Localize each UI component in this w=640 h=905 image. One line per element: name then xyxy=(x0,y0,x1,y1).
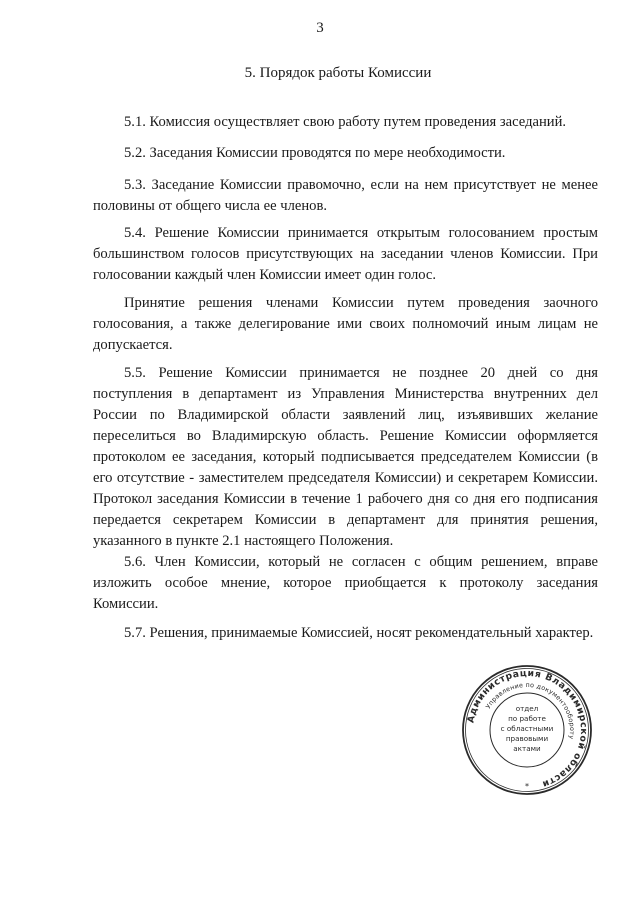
paragraph-5-2: 5.2. Заседания Комиссии проводятся по мере необходимости. xyxy=(124,145,506,161)
stamp-center-text xyxy=(501,704,554,753)
section-title: 5. Порядок работы Комиссии xyxy=(244,65,432,81)
stamp-line: актами xyxy=(513,744,541,753)
stamp-line: правовыми xyxy=(505,734,549,743)
paragraph-5-7: 5.7. Решения, принимаемые Комиссией, носят рекомендательный характер. xyxy=(124,625,594,641)
paragraph-5-1: 5.1. Комиссия осуществляет свою работу путем проведения заседаний. xyxy=(124,114,567,130)
stamp-inner-text: Управление по документообороту xyxy=(484,680,577,740)
page-number: 3 xyxy=(316,20,324,36)
stamp-outer-text: Администрация Владимирской области xyxy=(465,667,590,790)
paragraph-5-6: 5.6. Член Комиссии, который не согласен с общим решением, вправе изложить особое мнение, которое приобщается к протоколу заседания Комиссии. xyxy=(93,554,598,612)
paragraph-5-5: 5.5. Решение Комиссии принимается не позднее 20 дней со дня поступления в департамент из Управления Министерства внутренних дел России по Владимирской области заявлений лиц, изъявивших желание переселиться во Владимирскую область. Решение Комиссии оформляется протоколом ее заседания, который подписывается председателем Комиссии (в его отсутствие - заместителем председателя Комиссии) и секретарем Комиссии. Протокол заседания Комиссии в течение 1 рабочего дня со дня его подписания передается секретарем Комиссии в департамент для принятия решения, указанного в пункте 2.1 настоящего Положения. xyxy=(93,365,598,549)
paragraph-5-4: 5.4. Решение Комиссии принимается открытым голосованием простым большинством голосов присутствующих на заседании членов Комиссии. При голосовании каждый член Комиссии имеет один голос. xyxy=(93,225,598,283)
stamp-line: по работе xyxy=(508,714,546,723)
official-stamp xyxy=(460,663,594,797)
stamp-line: с областными xyxy=(500,724,554,733)
paragraph-5-3: 5.3. Заседание Комиссии правомочно, если на нем присутствует не менее половины от общего числа ее членов. xyxy=(93,177,598,214)
paragraph-remote-voting: Принятие решения членами Комиссии путем проведения заочного голосования, а также делегирование ими своих полномочий иным лицам не допускается. xyxy=(93,295,598,353)
stamp-line: отдел xyxy=(515,704,539,713)
stamp-star: * xyxy=(525,782,529,791)
